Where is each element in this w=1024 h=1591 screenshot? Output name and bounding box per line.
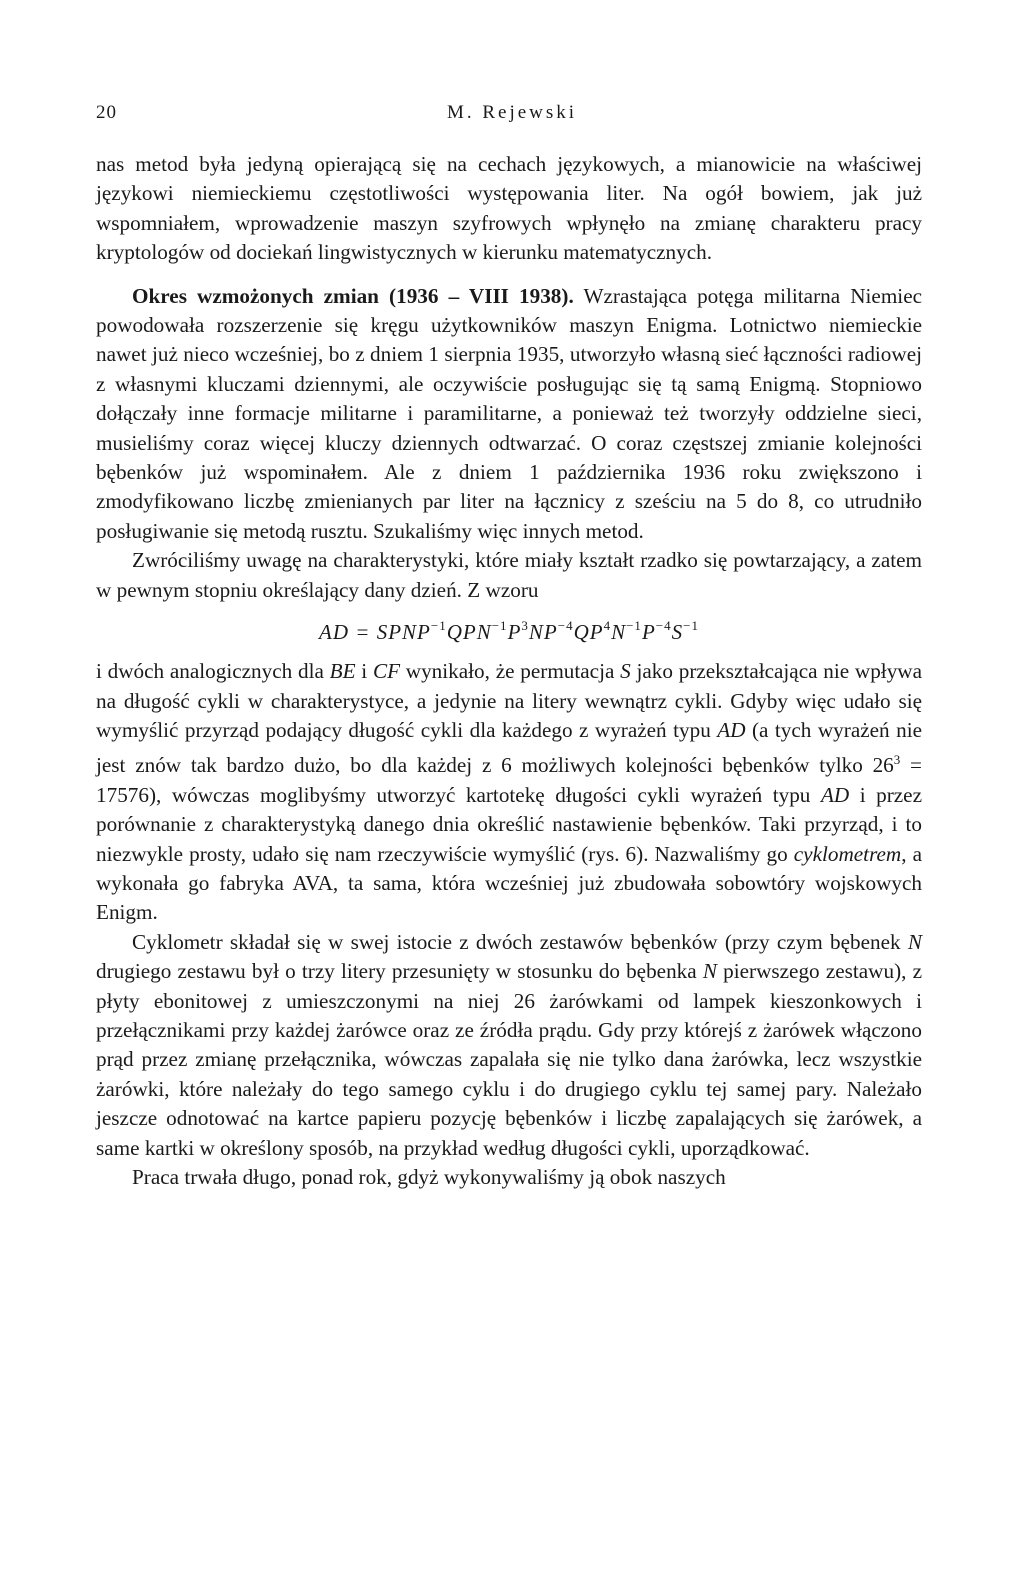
paragraph-2 xyxy=(96,282,922,547)
formula-exponent: −4 xyxy=(557,618,574,634)
paragraph-5 xyxy=(96,928,922,1163)
running-head: M. Rejewski xyxy=(446,102,578,123)
formula-part: QPN xyxy=(446,620,492,645)
formula-part: AD = SPNP xyxy=(319,620,431,645)
text-run: , a wykonała go fabryka AVA, ta sama, która wcześniej już zbudowała sobowtóry wojskowych Enigm. xyxy=(96,841,922,925)
formula-exponent: −1 xyxy=(683,618,699,634)
text-run: = 17576), wówczas moglibyśmy utworzyć kartotekę długości cykli wyrażeń typu xyxy=(96,753,923,807)
formula-part: S xyxy=(671,620,684,645)
text-run: i xyxy=(355,659,373,684)
page-number: 20 xyxy=(96,102,117,123)
text-run: (a tych wyrażeń nie jest znów tak bardzo dużo, bo dla każdej z 6 możliwych kolejności bębenków tylko 26 xyxy=(96,717,922,778)
formula-exponent: −1 xyxy=(491,618,508,634)
italic-term: S xyxy=(620,659,631,684)
formula-part: QP xyxy=(573,620,604,645)
text-run: i przez porównanie z charakterystyką danego dnia określić nastawienie bębenków. Taki przyrząd, i to niezwykle prosty, udało się nam rzeczywiście wymyślić (rys. 6). Nazwaliśmy go xyxy=(96,782,922,866)
text-run: wynikało, że permutacja xyxy=(400,659,621,684)
paragraph-4 xyxy=(96,657,922,928)
paragraph-2-text: Wzrastająca potęga militarna Niemiec powodowała rozszerzenie się kręgu użytkowników maszyn Enigma. Lotnictwo niemieckie nawet już nieco wcześniej, bo z dniem 1 sierpnia 1935, utworzyło własną sieć łączności radiowej z własnymi kluczami dziennymi, ale oczywiście posługując się tą samą Enigmą. Stopniowo dołączały inne formacje militarne i paramilitarne, a ponieważ też tworzyły oddzielne sieci, musieliśmy coraz więcej kluczy dziennych odtwarzać. O coraz częstszej zmianie kolejności bębenków już wspominałem. Ale z dniem 1 października 1936 roku zwiększono i zmodyfikowano liczbę zmienianych par liter na łącznicy z sześciu na 5 do 8, co utrudniło posługiwanie się metodą rusztu. Szukaliśmy więc innych metod. xyxy=(96,283,922,543)
superscript: 3 xyxy=(893,752,901,768)
body-text xyxy=(96,150,922,1192)
italic-term: N xyxy=(702,959,717,984)
formula-exponent: −1 xyxy=(626,618,642,634)
formula-part: NP xyxy=(528,620,558,645)
text-run: jako przekształcająca nie wpływa na długość cykli w charakterystyce, a jedynie na litery wewnątrz cykli. Gdyby więc udało się wymyślić przyrząd podający długość cykli dla każdego z wyrażeń typu xyxy=(96,659,922,742)
formula-part: P xyxy=(507,620,522,645)
paragraph-1: nas metod była jedyną opierającą się na cechach językowych, a mianowicie na właściwej językowi niemieckiemu częstotliwości występowania liter. Na ogół bowiem, jak już wspomniałem, wprowadzenie maszyn szyfrowych wpłynęło na zmianę charakteru pracy kryptologów od dociekań lingwistycznych w kierunku matematycznych. xyxy=(96,152,922,265)
text-run: Cyklometr składał się w swej istocie z dwóch zestawów bębenków (przy czym bębenek xyxy=(132,929,908,954)
italic-term: N xyxy=(907,929,922,954)
italic-term: CF xyxy=(372,659,401,684)
formula xyxy=(96,615,922,649)
italic-term: AD xyxy=(820,782,850,807)
formula-exponent: 3 xyxy=(521,618,529,634)
italic-term: cyklometrem xyxy=(793,841,902,866)
section-heading: Okres wzmożonych zmian (1936 – VIII 1938). xyxy=(132,283,574,308)
formula-exponent: 4 xyxy=(603,618,612,634)
italic-term: AD xyxy=(717,717,746,742)
text-run: drugiego zestawu był o trzy litery przesunięty w stosunku do bębenka xyxy=(96,959,703,984)
formula-exponent: −1 xyxy=(430,618,447,634)
text-run: i dwóch analogicznych dla xyxy=(96,659,330,684)
paragraph-6: Praca trwała długo, ponad rok, gdyż wykonywaliśmy ją obok naszych xyxy=(132,1165,726,1190)
text-run: pierwszego zestawu), z płyty ebonitowej z umieszczonymi na niej 26 żarówkami od lampek kieszonkowych i przełącznikami przy każdej żarówce oraz ze źródła prądu. Gdy przy którejś z żarówek włączono prąd przez zmianę przełącznika, wówczas zapalała się nie tylko dana żarówka, lecz wszystkie żarówki, które należały do tego samego cyklu i do drugiego cyklu tej samej pary. Należało jeszcze odnotować na kartce papieru pozycję bębenków i liczbę zapalających się żarówek, a same kartki w określony sposób, na przykład według długości cykli, uporządkować. xyxy=(96,959,922,1160)
paragraph-3: Zwróciliśmy uwagę na charakterystyki, które miały kształt rzadko się powtarzający, a zatem w pewnym stopniu określający dany dzień. Z wzoru xyxy=(96,548,922,602)
page-header xyxy=(0,102,1024,132)
formula-part: P xyxy=(641,620,656,645)
italic-term: BE xyxy=(329,659,356,684)
formula-part: N xyxy=(611,620,627,645)
formula-exponent: −4 xyxy=(655,618,672,634)
